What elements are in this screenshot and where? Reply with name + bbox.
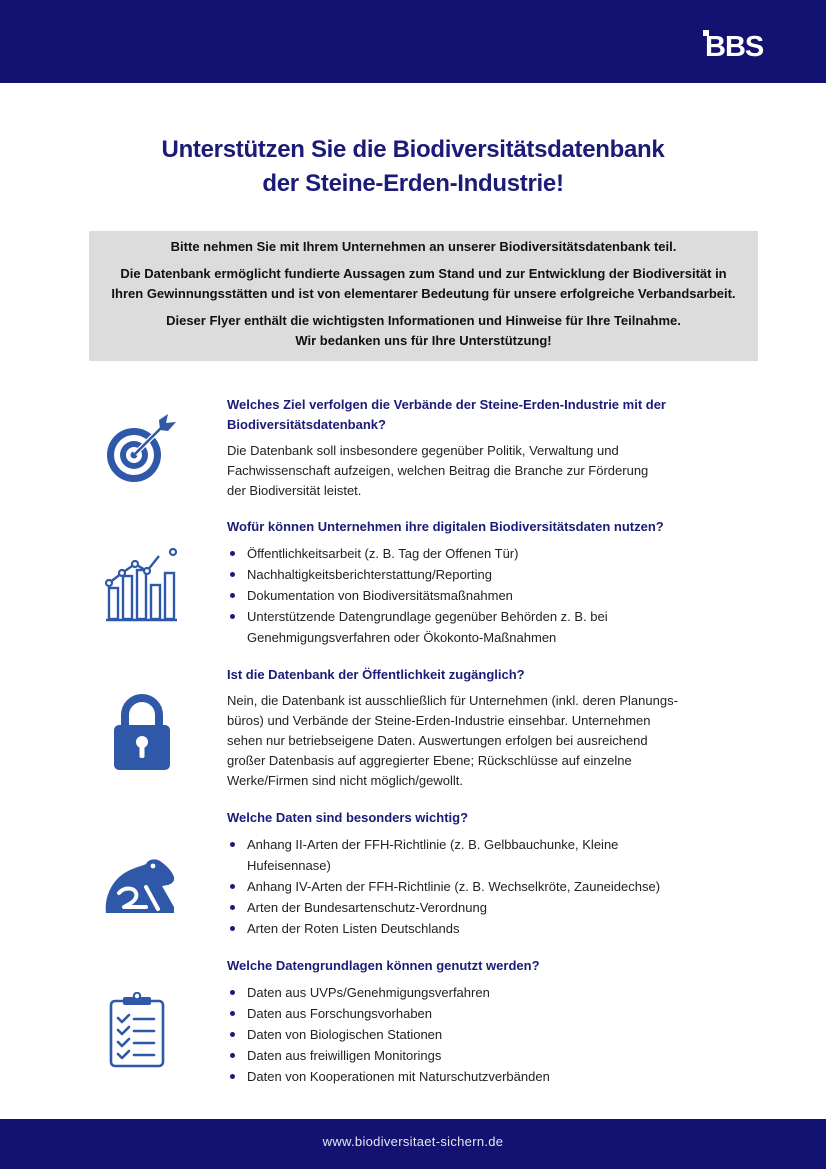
bar-chart-icon xyxy=(104,548,180,624)
usage-list xyxy=(227,543,747,648)
footer-url-link[interactable]: www.biodiversitaet-sichern.de xyxy=(322,1134,504,1149)
intro-paragraph-3 xyxy=(89,311,758,351)
body-line: Nein, die Datenbank ist ausschließlich für Unternehmen (inkl. deren Planungs- xyxy=(227,693,678,708)
lock-icon xyxy=(112,693,172,773)
section-data-sources xyxy=(227,956,747,1087)
intro-text: Ihren Gewinnungsstätten und ist von elementarer Bedeutung für unsere erfolgreiche Verbandsarbeit. xyxy=(111,286,736,301)
section-important-data xyxy=(227,808,747,939)
list-item: Arten der Roten Listen Deutschlands xyxy=(227,918,747,939)
section-usage xyxy=(227,517,747,648)
list-item-line: Anhang II-Arten der FFH-Richtlinie (z. B. Gelbbauchunke, Kleine xyxy=(247,837,619,852)
section-body xyxy=(227,691,747,791)
list-item-line: Hufeisennase) xyxy=(247,858,331,873)
header-bar xyxy=(0,0,826,83)
list-item: Anhang IV-Arten der FFH-Richtlinie (z. B. Wechselkröte, Zauneidechse) xyxy=(227,876,747,897)
list-item xyxy=(227,606,747,648)
intro-paragraph-2 xyxy=(89,264,758,304)
list-item: Daten von Kooperationen mit Naturschutzverbänden xyxy=(227,1066,747,1087)
body-line: Die Datenbank soll insbesondere gegenüber Politik, Verwaltung und xyxy=(227,443,619,458)
list-item xyxy=(227,834,747,876)
target-icon xyxy=(104,412,180,488)
list-item: Daten aus Forschungsvorhaben xyxy=(227,1003,747,1024)
list-item: Daten aus UVPs/Genehmigungsverfahren xyxy=(227,982,747,1003)
section-heading: Welche Datengrundlagen können genutzt werden? xyxy=(227,958,540,973)
intro-text: Bitte nehmen Sie mit Ihrem Unternehmen an unserer Biodiversitätsdatenbank teil. xyxy=(170,239,677,254)
important-data-list xyxy=(227,834,747,939)
list-item-line: Unterstützende Datengrundlage gegenüber Behörden z. B. bei xyxy=(247,609,608,624)
intro-paragraph-1 xyxy=(89,237,758,257)
section-heading: Ist die Datenbank der Öffentlichkeit zugänglich? xyxy=(227,667,525,682)
data-sources-list xyxy=(227,982,747,1087)
list-item-line: Genehmigungsverfahren oder Ökokonto-Maßnahmen xyxy=(247,630,557,645)
intro-text: Dieser Flyer enthält die wichtigsten Informationen und Hinweise für Ihre Teilnahme. xyxy=(166,313,681,328)
page-title xyxy=(0,133,826,201)
body-line: büros) und Verbände der Steine-Erden-Industrie einsehbar. Unternehmen xyxy=(227,713,651,728)
body-line: großer Datenbasis auf aggregierter Ebene; Rückschlüsse auf einzelne xyxy=(227,753,632,768)
intro-text: Die Datenbank ermöglicht fundierte Aussagen zum Stand und zur Entwicklung der Biodiversität in xyxy=(120,266,727,281)
body-line: Werke/Firmen sind nicht möglich/gewollt. xyxy=(227,773,464,788)
list-item: Arten der Bundesartenschutz-Verordnung xyxy=(227,897,747,918)
list-item: Daten aus freiwilligen Monitorings xyxy=(227,1045,747,1066)
frog-icon xyxy=(104,857,176,915)
intro-box xyxy=(89,231,758,361)
section-access xyxy=(227,665,747,791)
list-item: Nachhaltigkeitsberichterstattung/Reporting xyxy=(227,564,747,585)
section-heading: Wofür können Unternehmen ihre digitalen Biodiversitätsdaten nutzen? xyxy=(227,519,664,534)
body-line: sehen nur betriebseigene Daten. Auswertungen erfolgen bei ausreichend xyxy=(227,733,648,748)
heading-line: Biodiversitätsdatenbank? xyxy=(227,417,386,432)
list-item: Daten von Biologischen Stationen xyxy=(227,1024,747,1045)
section-body xyxy=(227,441,747,501)
list-item: Dokumentation von Biodiversitätsmaßnahmen xyxy=(227,585,747,606)
footer-bar xyxy=(0,1119,826,1169)
logo-text: BBS xyxy=(705,31,764,63)
bbs-logo[interactable] xyxy=(701,28,777,62)
body-line: der Biodiversität leistet. xyxy=(227,483,362,498)
section-goal xyxy=(227,395,747,501)
clipboard-checklist-icon xyxy=(108,992,168,1070)
heading-line: Welches Ziel verfolgen die Verbände der Steine-Erden-Industrie mit der xyxy=(227,397,666,412)
intro-text: Wir bedanken uns für Ihre Unterstützung! xyxy=(295,333,552,348)
body-line: Fachwissenschaft aufzeigen, welchen Beitrag die Branche zur Förderung xyxy=(227,463,649,478)
title-line-2: der Steine-Erden-Industrie! xyxy=(262,170,564,197)
section-heading xyxy=(227,395,747,435)
list-item: Öffentlichkeitsarbeit (z. B. Tag der Offenen Tür) xyxy=(227,543,747,564)
section-heading: Welche Daten sind besonders wichtig? xyxy=(227,810,469,825)
title-line-1: Unterstützen Sie die Biodiversitätsdatenbank xyxy=(161,136,665,163)
